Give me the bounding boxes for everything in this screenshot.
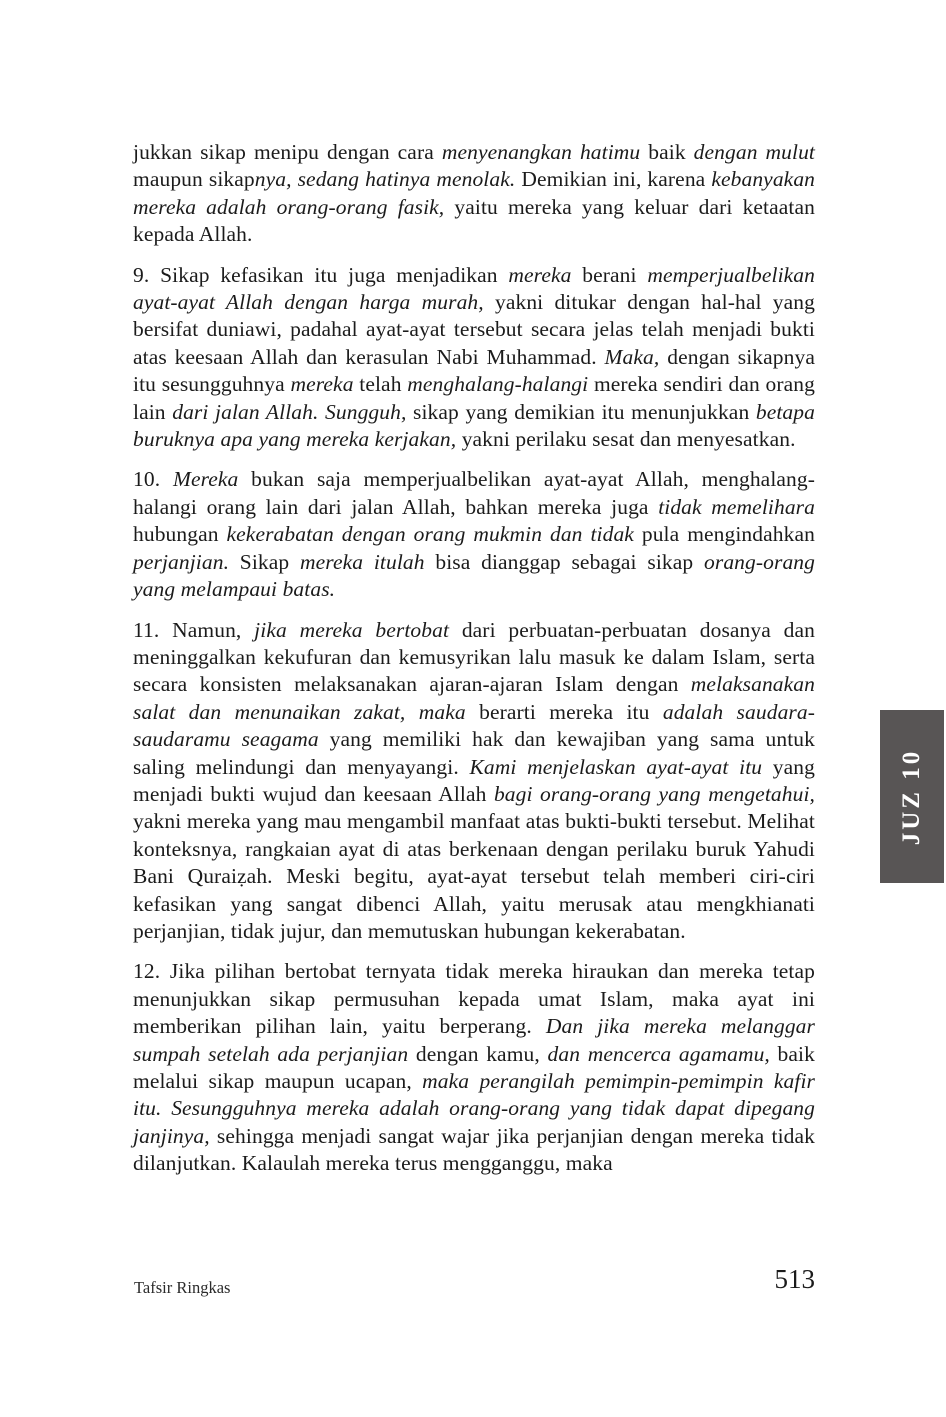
text-run: yang memiliki hak dan kewajiban yang sama untuk saling melindungi dan menyayangi. [133,727,815,779]
text-run: 11. Namun, [133,617,255,642]
text-run: Demikian ini, karena [515,167,712,192]
paragraph [133,139,815,249]
emphasized-text-run: tidak memelihara [658,494,815,519]
emphasized-text-run: mereka [290,372,354,397]
text-run: mereka sendiri dan orang lain [133,372,815,424]
emphasized-text-run: nya, sedang hatinya menolak. [254,167,516,192]
text-run: bisa dianggap sebagai sikap [424,549,704,574]
text-run: sikap yang demikian itu menunjukkan [406,399,756,424]
text-run: pula mengindahkan [633,522,815,547]
text-run: jukkan sikap menipu dengan cara [133,140,442,164]
text-run: hubungan [133,522,227,547]
text-run: baik [640,140,694,164]
footer-book-title: Tafsir Ringkas [134,1278,231,1297]
emphasized-text-run: Dan jika mereka melanggar sumpah setelah ada perjanjian [133,1014,815,1066]
text-run: dari perbuatan-perbuatan dosanya dan meninggalkan kekufuran dan kemusyrikan lalu masuk ke dalam Islam, serta secara konsisten melaksanakan ajaran-ajaran Islam dengan [133,617,815,697]
text-run: yakni mereka yang mau mengambil manfaat atas bukti-bukti tersebut. Melihat konteksnya, rangkaian ayat di atas berkenaan dengan perilaku buruk Yahudi Bani Quraiẓah. Meski begitu, ayat-ayat tersebut telah memberi ciri-ciri kefasikan yang sangat dibenci Allah, yaitu merusak atau mengkhianati perjanjian, tidak jujur, dan memutuskan hubungan kekerabatan. [133,809,815,943]
emphasized-text-run: maka perangilah pemimpin-pemimpin kafir itu. Sesungguhnya mereka adalah orang-orang yang tidak dapat dipegang janjinya, [133,1069,815,1148]
text-run: Sikap [229,549,301,574]
text-run: yakni ditukar dengan hal-hal yang bersifat duniawi, padahal ayat-ayat tersebut secara jelas telah menjadi bukti atas keesaan Allah dan kerasulan Nabi Muhammad. [133,290,815,369]
emphasized-text-run: orang-orang yang melampaui batas. [133,549,815,602]
emphasized-text-run: kekerabatan dengan orang mukmin dan tidak [226,522,634,547]
text-run: yakni perilaku sesat dan menyesatkan. [456,427,796,452]
text-run: berarti mereka itu [465,699,663,724]
text-run: yang menjadi bukti wujud dan keesaan Allah [133,754,816,806]
emphasized-text-run: mereka itulah [300,549,425,574]
paragraph [133,958,815,1177]
text-run: yaitu mereka yang keluar dari ketaatan kepada Allah. [133,194,815,247]
juz-tab [880,710,944,883]
emphasized-text-run: adalah saudara-saudaramu seagama [133,699,815,752]
emphasized-text-run: mereka [508,262,572,287]
emphasized-text-run: dari jalan Allah. Sungguh, [172,399,407,424]
emphasized-text-run: Kami menjelaskan ayat-ayat itu [469,754,763,779]
emphasized-text-run: perjanjian. [133,549,230,574]
emphasized-text-run: bagi orang-orang yang mengetahui, [493,781,815,806]
text-run: 12. Jika pilihan bertobat ternyata tidak mereka hiraukan dan mereka tetap menunjukkan sikap permusuhan kepada umat Islam, maka ayat ini memberikan pilihan lain, yaitu berperang. [133,959,815,1039]
text-run: sehingga menjadi sangat wajar jika perjanjian dengan mereka tidak dilanjutkan. Kalaulah mereka terus mengganggu, maka [133,1123,815,1176]
emphasized-text-run: betapa buruknya apa yang mereka kerjakan, [133,399,815,452]
text-run: baik melalui sikap maupun ucapan, [133,1041,815,1093]
body-text [133,139,815,1191]
text-run: telah [353,372,408,397]
text-run: dengan sikapnya itu sesungguhnya [133,344,815,397]
emphasized-text-run: Mereka [172,467,239,492]
paragraph [133,262,815,454]
emphasized-text-run: kebanyakan mereka adalah orang-orang fasik, [133,167,816,219]
text-run: 10. [133,467,173,492]
paragraph [133,466,815,603]
paragraph [133,617,815,946]
emphasized-text-run: Maka, [604,344,660,369]
emphasized-text-run: menyenangkan hatimu [441,140,641,164]
emphasized-text-run: dan mencerca agamamu, [547,1041,770,1066]
emphasized-text-run: jika mereka bertobat [254,617,450,642]
text-run: 9. Sikap kefasikan itu juga menjadikan [133,262,509,287]
juz-tab-label: JUZ 10 [898,748,925,845]
emphasized-text-run: memperjualbelikan ayat-ayat Allah dengan harga murah, [133,262,815,315]
emphasized-text-run: dengan mulut [693,140,815,164]
text-run: dengan kamu, [408,1041,548,1066]
text-run: bukan saja memperjualbelikan ayat-ayat Allah, menghalang-halangi orang lain dari jalan Allah, bahkan mereka juga [133,467,816,519]
emphasized-text-run: menghalang-halangi [407,372,589,397]
footer-page-number: 513 [774,1264,815,1294]
text-run: berani [571,262,648,287]
text-run: maupun sikap [133,167,255,192]
emphasized-text-run: melaksanakan salat dan menunaikan zakat, maka [133,672,815,724]
